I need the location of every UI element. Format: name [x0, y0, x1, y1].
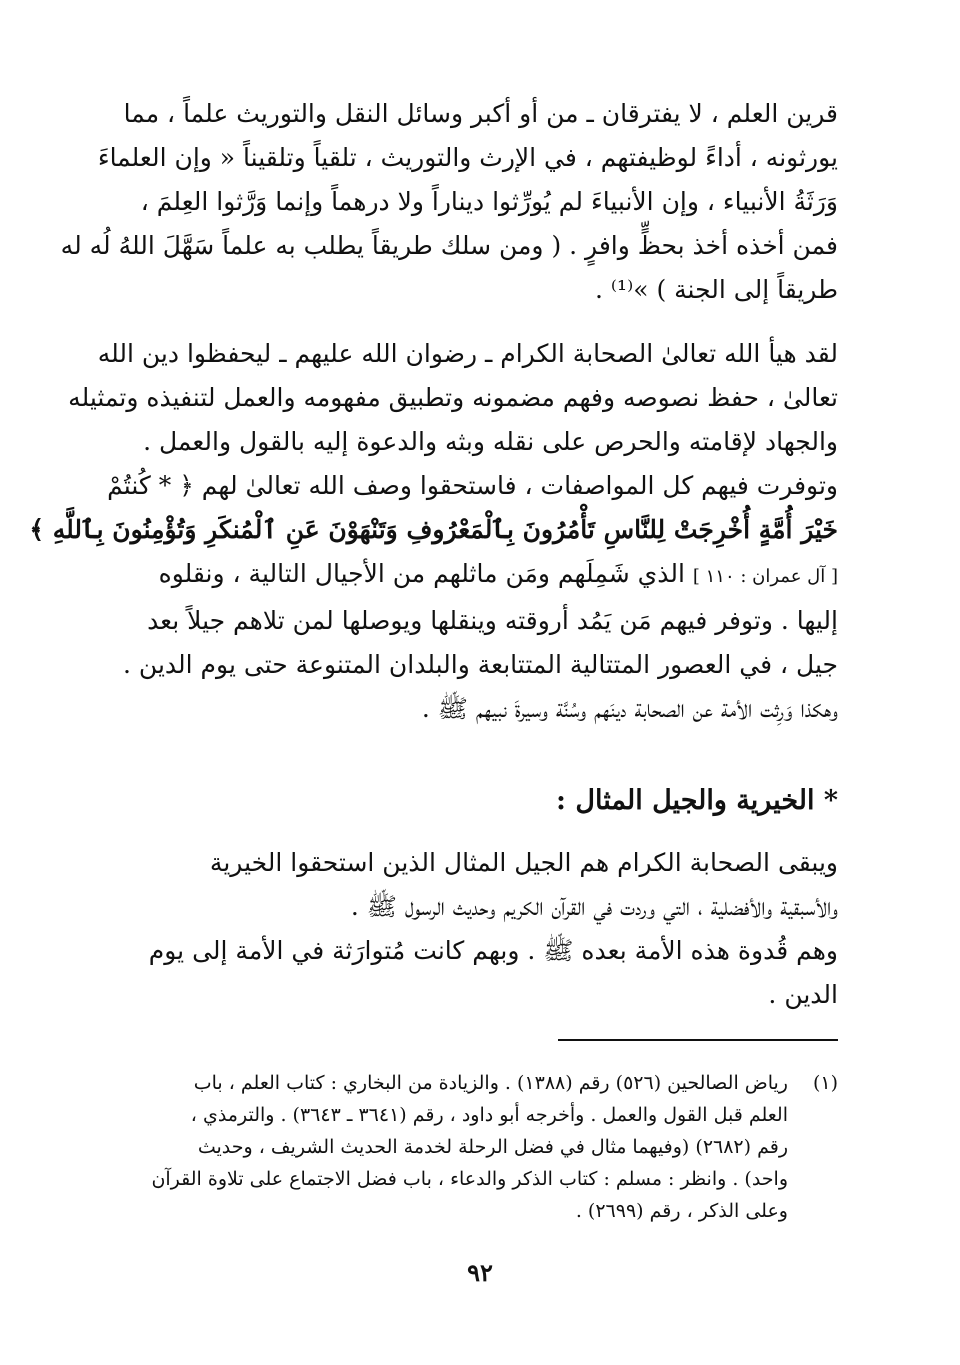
paragraph-1 — [60, 92, 838, 312]
text-line: ويبقى الصحابة الكرام هم الجيل المثال الذين استحقوا الخيرية — [209, 848, 838, 877]
paragraph-2 — [29, 332, 838, 731]
paragraph-3 — [118, 841, 838, 1017]
footnote-line: رياض الصالحين (٥٢٦) رقم (١٣٨٨) . والزيادة من البخاري : كتاب العلم ، باب — [193, 1072, 788, 1094]
text-line: جيل ، في العصور المتتالية المتتابعة والبلدان المتنوعة حتى يوم الدين . — [123, 650, 838, 679]
footnote-number: (١) — [812, 1072, 838, 1094]
text-line-with-reference — [118, 552, 838, 599]
text-line: وهكذا وَرِثت الأمة عن الصحابة دينَهم وسُنَّة وسيرةَ نبيهم ﷺ . — [421, 694, 838, 723]
page-body — [29, 92, 838, 1227]
text-line: الدين . — [768, 980, 838, 1009]
footnote-body — [118, 1067, 788, 1227]
quran-verse-line: خَيْرَ أُمَّةٍ أُخْرِجَتْ لِلنَّاسِ تَأْمُرُونَ بِٱلْمَعْرُوفِ وَتَنْهَوْنَ عَنِ ٱلْمُنكَرِ وَتُؤْمِنُونَ بِٱللَّهِ ﴾ — [29, 515, 838, 544]
text-line: وهم قُدوة هذه الأمة بعده ﷺ . وبهم كانت مُتوارَثة في الأمة إلى يوم — [148, 936, 838, 965]
text-line: قرين العلم ، لا يفترقان ـ من أو أكبر وسائل النقل والتوريث علماً ، مما — [123, 99, 838, 128]
text-line: تعالىٰ ، حفظ نصوصه وفهم مضمونه وتطبيق مفهومه والعمل لتنفيذه وتمثيله — [68, 383, 838, 412]
text-after-reference: الذي شَمِلَهم ومَن ماثلهم من الأجيال التالية ، ونقلوه — [158, 559, 685, 588]
footnote-line: رقم (٢٦٨٢) (وفيهما مثال في فضل الرحلة لخدمة الحديث الشريف ، وحديث — [197, 1136, 788, 1158]
footnote-separator — [118, 1039, 838, 1041]
quran-reference: [ آل عمران : ١١٠ ] — [692, 566, 838, 587]
footnote-line: وعلى الذكر ، رقم (٢٦٩٩) . — [575, 1200, 788, 1222]
text-line: فمن أخذه أخذ بحظٍّ وافرٍ . ( ومن سلك طريقاً يطلب به علماً سَهَّلَ اللهُ لُه له — [60, 231, 838, 260]
section-heading: * الخيرية والجيل المثال : — [556, 785, 838, 816]
footnote-line: واحد) . وانظر : مسلم : كتاب الذكر والدعاء ، باب فضل الاجتماع على تلاوة القرآن — [151, 1168, 788, 1190]
text-line: إليها . وتوفر فيهم مَن يَمُد أروقته وينقلها ويوصلها لمن تلاهم جيلاً بعد — [147, 606, 838, 635]
footnote — [118, 1067, 838, 1227]
text-line: وتوفرت فيهم كل المواصفات ، فاستحقوا وصف الله تعالىٰ لهم ﴿ * كُنتُمْ — [107, 471, 838, 500]
footnote-rule — [558, 1039, 838, 1041]
text-line: لقد هيأ الله تعالىٰ الصحابة الكرام ـ رضوان الله عليهم ـ ليحفظوا دين الله — [97, 339, 838, 368]
text-line: والأسبقية والأفضلية ، التي وردت في القرآن الكريم وحديث الرسول ﷺ . — [350, 892, 838, 921]
page-number: ٩٢ — [467, 1258, 493, 1287]
text-line: والجهاد لإقامته والحرص على نقله وبثه والدعوة إليه بالقول والعمل . — [143, 427, 838, 456]
text-line: وَرَثَةُ الأنبياء ، وإن الأنبياءَ لم يُورِّثوا ديناراً ولا درهماً وإنما وَرَّثوا العِلمَ ، — [140, 187, 838, 216]
footnote-line: العلم قبل القول والعمل . وأخرجه أبو داود ، رقم (٣٦٤١ ـ ٣٦٤٣) . والترمذي ، — [190, 1104, 788, 1126]
text-line: طريقاً إلى الجنة ) »⁽¹⁾ . — [594, 275, 838, 304]
text-line: يورثونه ، أداءً لوظيفتهم ، في الإرث والتوريث ، تلقياً وتلقيناً « وإن العلماءَ — [97, 143, 838, 172]
